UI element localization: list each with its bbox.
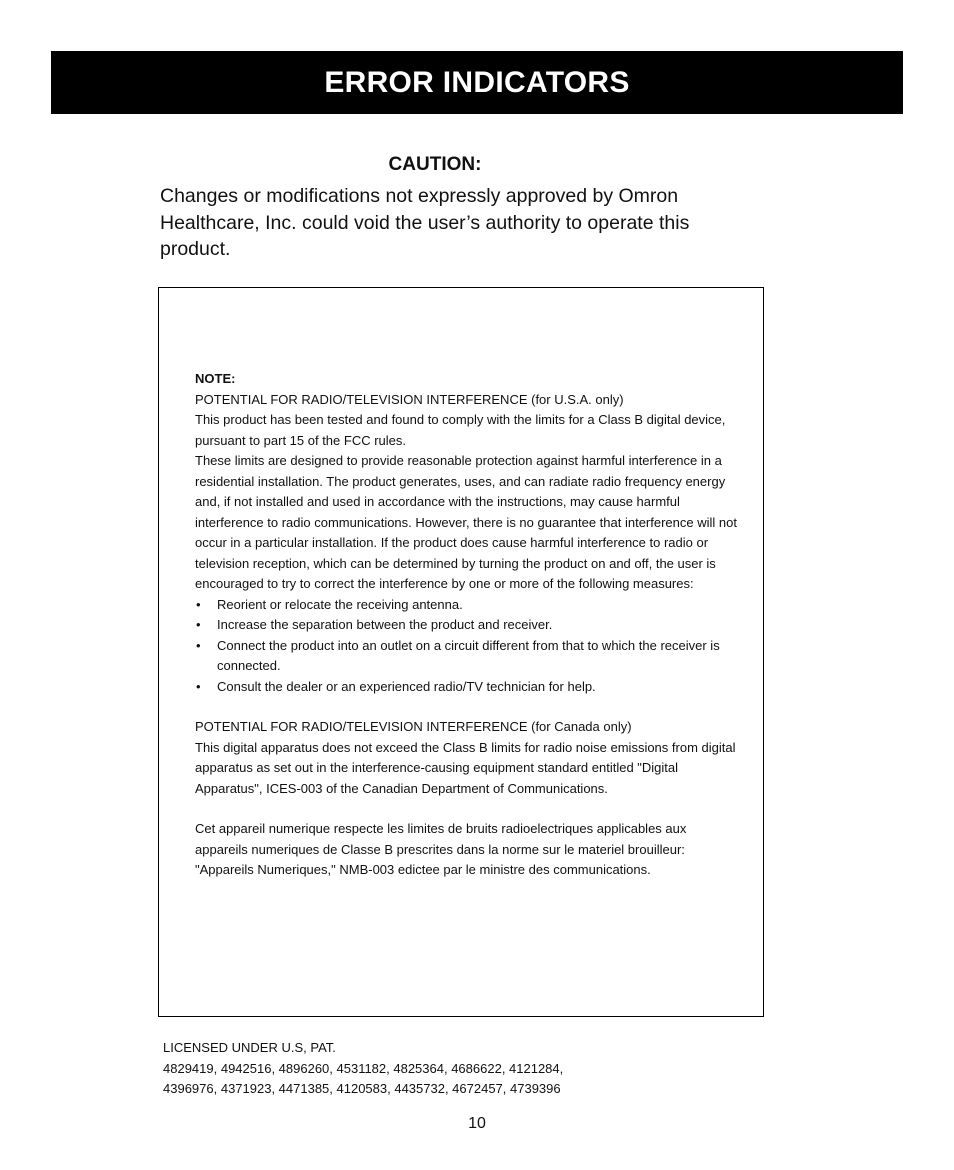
header-bar [51,51,903,114]
license-block [163,1038,783,1100]
patent-numbers-line-1: 4829419, 4942516, 4896260, 4531182, 4825364, 4686622, 4121284, [163,1060,564,1076]
note-label: NOTE: [195,371,236,386]
page-title: ERROR INDICATORS [324,66,630,99]
list-item: • Reorient or relocate the receiving antenna. [195,595,740,616]
caution-heading: CAUTION: [388,154,482,175]
spacer [195,799,740,819]
measures-list [195,595,740,698]
list-item: • Increase the separation between the product and receiver. [195,615,740,636]
caution-text: Changes or modifications not expressly approved by Omron Healthcare, Inc. could void the user’s authority to operate this product. [160,185,690,260]
canada-paragraph: This digital apparatus does not exceed the Class B limits for radio noise emissions from digital apparatus as set out in the interference-causing equipment standard entitled "Digital Apparatus", ICES-003 of the Canadian Department of Communications. [195,739,736,796]
note-content [195,369,740,881]
page-number: 10 [468,1115,486,1132]
french-paragraph: Cet appareil numerique respecte les limites de bruits radioelectriques applicables aux appareils numeriques de Classe B prescrites dans la norme sur le materiel brouilleur: "Appareils Numeriques," NMB-003 edictee par le ministre des communications. [195,821,687,877]
usa-interference-heading: POTENTIAL FOR RADIO/TELEVISION INTERFERENCE (for U.S.A. only) [195,391,624,407]
patent-numbers-line-2: 4396976, 4371923, 4471385, 4120583, 4435732, 4672457, 4739396 [163,1081,561,1096]
canada-interference-heading: POTENTIAL FOR RADIO/TELEVISION INTERFERENCE (for Canada only) [195,719,632,734]
list-item: • Consult the dealer or an experienced radio/TV technician for help. [195,677,740,698]
usa-compliance-paragraph: This product has been tested and found to comply with the limits for a Class B digital device, pursuant to part 15 of the FCC rules. [195,412,726,448]
license-heading: LICENSED UNDER U.S, PAT. [163,1040,336,1055]
list-item: • Connect the product into an outlet on a circuit different from that to which the receiver is connected. [195,636,740,677]
spacer [195,697,740,717]
usa-limits-paragraph: These limits are designed to provide reasonable protection against harmful interference in a residential installation. The product generates, uses, and can radiate radio frequency energy and, if not installed and used in accordance with the instructions, may cause harmful interference to radio communications. However, there is no guarantee that interference will not occur in a particular installation. If the product does cause harmful interference to radio or television reception, which can be determined by turning the product on and off, the user is encouraged to try to correct the interference by one or more of the following measures: [195,453,737,591]
